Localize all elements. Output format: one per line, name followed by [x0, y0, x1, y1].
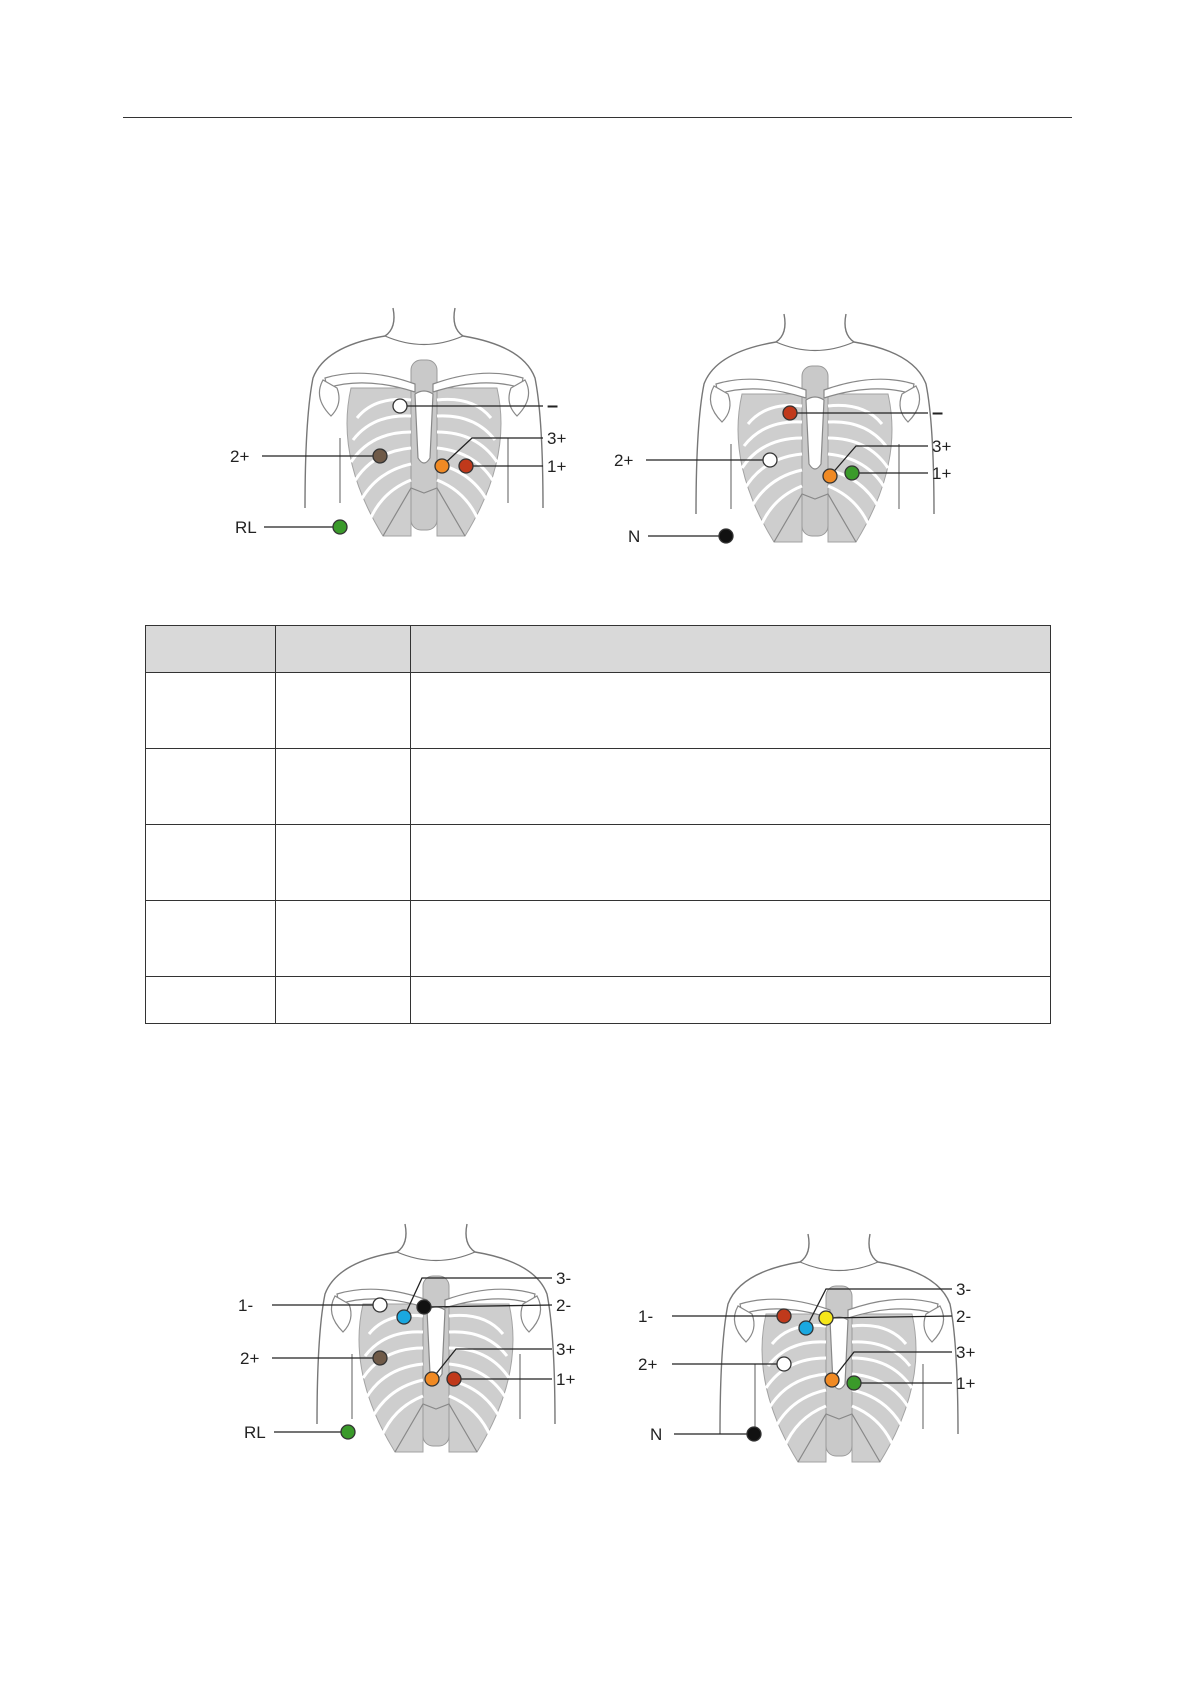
electrode-three-plus [435, 459, 449, 473]
label-two-plus: 2+ [638, 1355, 658, 1374]
electrode-rl [341, 1425, 355, 1439]
electrode-rl [333, 520, 347, 534]
table-cell [276, 901, 411, 977]
electrode-one-minus [777, 1309, 791, 1323]
electrode-one-plus [447, 1372, 461, 1386]
table-cell [276, 749, 411, 825]
table-cell [146, 673, 276, 749]
top-left-chest-diagram [220, 308, 580, 558]
electrode-three-minus [397, 1310, 411, 1324]
bottom-left-chest-diagram [232, 1224, 602, 1474]
label-three-plus: 3+ [956, 1343, 976, 1362]
electrode-two-plus [373, 449, 387, 463]
electrode-table [145, 625, 1051, 1024]
label-three-minus: 3- [956, 1280, 972, 1299]
table-cell [276, 977, 411, 1024]
table-cell [411, 977, 1051, 1024]
table-cell [411, 825, 1051, 901]
table-row [146, 749, 1051, 825]
label-one-plus: 1+ [547, 457, 567, 476]
electrode-minus [783, 406, 797, 420]
table-cell [411, 901, 1051, 977]
label-two-plus: 2+ [614, 451, 634, 470]
table-row [146, 901, 1051, 977]
label-n: N [650, 1425, 663, 1444]
electrode-two-plus [777, 1357, 791, 1371]
electrode-one-plus [845, 466, 859, 480]
table-header-row [146, 626, 1051, 673]
label-two-plus: 2+ [240, 1349, 260, 1368]
label-three-minus: 3- [556, 1269, 572, 1288]
table-cell [146, 825, 276, 901]
table-cell [146, 901, 276, 977]
label-one-plus: 1+ [556, 1370, 576, 1389]
header-rule [123, 117, 1072, 118]
electrode-minus [393, 399, 407, 413]
table-header-cell [411, 626, 1051, 673]
electrode-three-plus [425, 1372, 439, 1386]
label-three-plus: 3+ [556, 1340, 576, 1359]
table-row [146, 977, 1051, 1024]
electrode-two-minus [417, 1300, 431, 1314]
electrode-two-plus [373, 1351, 387, 1365]
label-two-plus: 2+ [230, 447, 250, 466]
table-cell [411, 749, 1051, 825]
label-one-minus: 1- [238, 1296, 254, 1315]
torso-illustration [305, 308, 543, 536]
label-two-minus: 2- [956, 1307, 972, 1326]
electrode-three-plus [825, 1373, 839, 1387]
electrode-one-minus [373, 1298, 387, 1312]
electrode-three-minus [799, 1321, 813, 1335]
electrode-one-plus [847, 1376, 861, 1390]
electrode-two-plus [763, 453, 777, 467]
label-one-plus: 1+ [956, 1374, 976, 1393]
torso-illustration [696, 314, 934, 542]
torso-illustration [317, 1224, 555, 1452]
label-three-plus: 3+ [547, 429, 567, 448]
label-one-minus: 1- [638, 1307, 654, 1326]
electrode-two-minus [819, 1311, 833, 1325]
table-cell [411, 673, 1051, 749]
table-cell [146, 977, 276, 1024]
label-three-plus: 3+ [932, 437, 952, 456]
electrode-n [719, 529, 733, 543]
table-cell [276, 825, 411, 901]
label-two-minus: 2- [556, 1296, 572, 1315]
electrode-n [747, 1427, 761, 1441]
electrode-three-plus [823, 469, 837, 483]
label-rl: RL [244, 1423, 266, 1442]
table-header-cell [276, 626, 411, 673]
table-cell [146, 749, 276, 825]
label-rl: RL [235, 518, 257, 537]
label-minus: – [932, 402, 944, 424]
table-row [146, 673, 1051, 749]
table-row [146, 825, 1051, 901]
top-right-chest-diagram [608, 314, 978, 564]
label-one-plus: 1+ [932, 464, 952, 483]
table-cell [276, 673, 411, 749]
label-n: N [628, 527, 641, 546]
electrode-one-plus [459, 459, 473, 473]
table-header-cell [146, 626, 276, 673]
bottom-right-chest-diagram [632, 1234, 992, 1484]
label-minus: – [547, 395, 559, 417]
